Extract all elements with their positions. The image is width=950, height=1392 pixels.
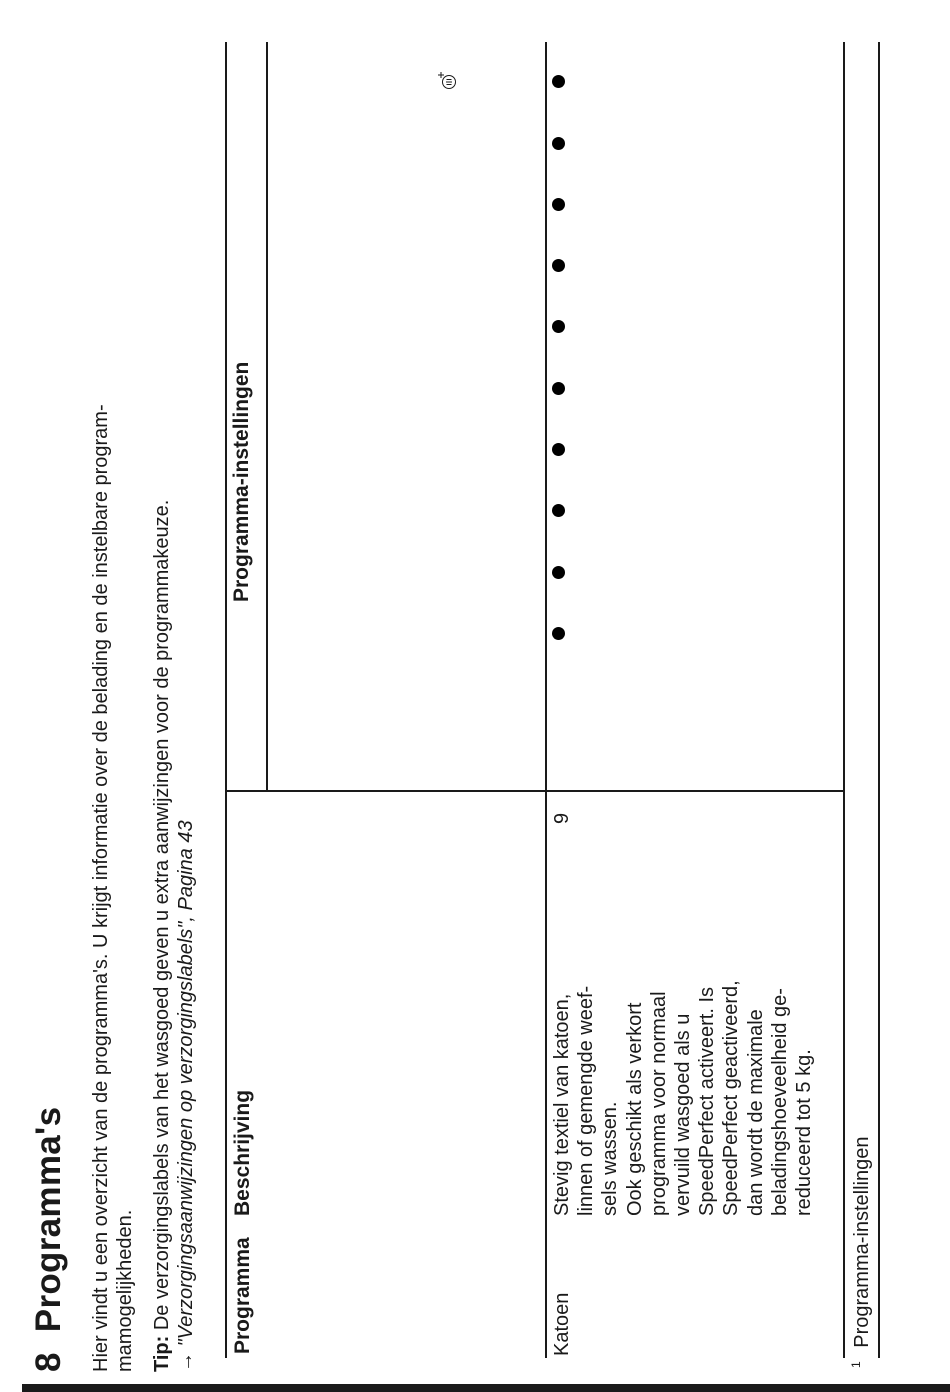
footnote-text: Programma-instellingen xyxy=(850,1136,873,1348)
intro-line-1: Hier vindt u een overzicht van de programma's. U krijgt informatie over de belading en de instelbare program- xyxy=(90,404,112,1372)
extra-rinse-icon xyxy=(436,69,458,91)
description-line: Stevig textiel van katoen, xyxy=(551,993,573,1216)
description-line: SpeedPerfect geactiveerd, xyxy=(720,980,743,1216)
row-description xyxy=(550,816,816,1216)
description-line: beladingshoeveelheid ge- xyxy=(768,988,791,1216)
header-programma: Programma xyxy=(231,1237,254,1354)
header-beschrijving: Beschrijving xyxy=(231,1089,254,1216)
setting-bullet xyxy=(552,566,565,579)
description-line: sels wassen. xyxy=(599,1101,622,1216)
section-heading xyxy=(29,1107,69,1372)
tip-page-ref: , Pagina 43 xyxy=(175,820,197,922)
section-number: 8 xyxy=(29,1352,68,1372)
settings-subheader-rule xyxy=(266,42,268,792)
table-top-rule xyxy=(225,42,227,1358)
description-line: reduceerd tot 5 kg. xyxy=(793,1049,816,1216)
arrow-icon: → xyxy=(175,1346,197,1372)
footnote xyxy=(849,1137,874,1368)
setting-bullet xyxy=(552,627,565,640)
setting-bullet xyxy=(552,259,565,272)
description-line: linnen of gemengde weef- xyxy=(575,985,598,1216)
description-line: Ook geschikt als verkort xyxy=(623,1002,646,1216)
section-title: Programma's xyxy=(29,1106,68,1333)
row-bottom-rule xyxy=(843,42,845,1358)
setting-bullet xyxy=(552,443,565,456)
setting-bullet xyxy=(552,198,565,211)
intro-text xyxy=(89,42,137,1372)
description-line: programma voor normaal xyxy=(647,991,670,1216)
description-line: dan wordt de maximale xyxy=(744,1009,767,1216)
description-line: SpeedPerfect activeert. Is xyxy=(696,986,719,1216)
footnote-marker: 1 xyxy=(849,1361,863,1368)
header-instellingen: Programma-instellingen xyxy=(230,361,253,602)
table-end-rule xyxy=(878,42,880,1358)
description-line: vervuild wasgoed als u xyxy=(672,1013,695,1216)
tip-link[interactable]: "Verzorgingsaanwijzingen op verzorgingslabels" xyxy=(175,921,197,1347)
row-load: 9 xyxy=(551,812,573,824)
tip-label: Tip: xyxy=(151,1335,173,1372)
intro-line-2: mamogelijkheden. xyxy=(114,1209,136,1372)
setting-bullet xyxy=(552,382,565,395)
header-bottom-rule xyxy=(545,42,547,1358)
tip-text: De verzorgingslabels van het wasgoed geven u extra aanwijzingen voor de programmakeuze. xyxy=(151,499,173,1336)
setting-bullet xyxy=(552,321,565,334)
row-programma: Katoen xyxy=(551,1292,573,1356)
setting-bullet xyxy=(552,504,565,517)
tip-paragraph xyxy=(150,42,198,1372)
setting-bullet xyxy=(552,75,565,88)
setting-bullet xyxy=(552,137,565,150)
description-settings-divider xyxy=(225,791,843,793)
section-bar xyxy=(22,1384,950,1392)
